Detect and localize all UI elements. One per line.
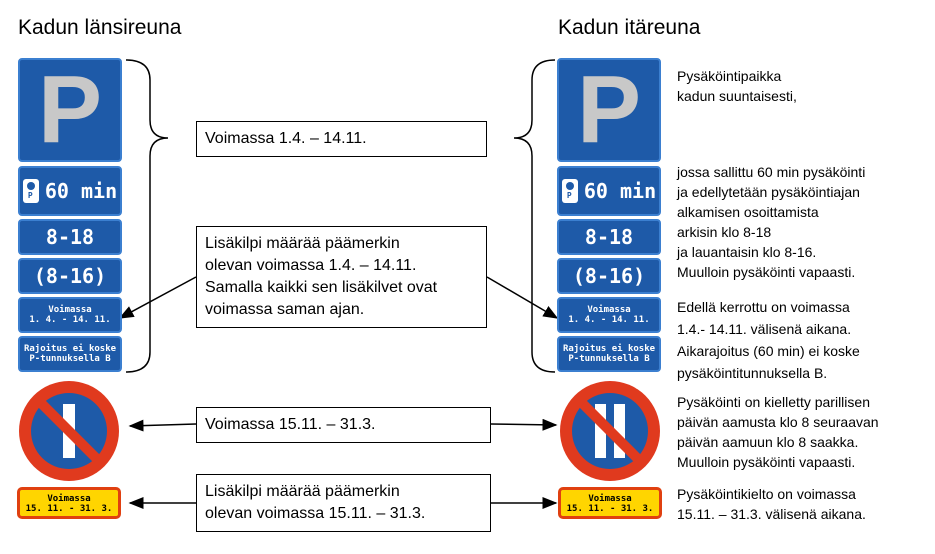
winter-validity-arrow-east (491, 424, 556, 425)
winter-note-line: Lisäkilpi määrää päämerkin (205, 483, 400, 500)
east-bracket (514, 60, 555, 372)
description-disc (677, 162, 927, 282)
description-validity (677, 296, 927, 384)
description-line: päivän aamusta klo 8 seuraavan (677, 414, 879, 430)
summer-note-arrow-east (487, 277, 557, 318)
winter-plate-title: Voimassa (47, 494, 91, 504)
description-line: Edellä kerrottu on voimassa (677, 299, 850, 315)
description-line: ja edellytetään pysäköintiajan (677, 184, 860, 200)
exemption-line-1: Rajoitus ei koske (562, 344, 656, 354)
description-line: Muulloin pysäköinti vapaasti. (677, 454, 856, 470)
summer-validity-plate (557, 297, 661, 333)
summer-plate-title: Voimassa (587, 305, 631, 315)
summer-note-line: Lisäkilpi määrää päämerkin (205, 235, 400, 252)
winter-validity-plate-east (558, 487, 662, 519)
description-line: Pysäköintikielto on voimassa (677, 486, 856, 502)
parking-sign (18, 58, 122, 162)
east-sign-stack (557, 58, 661, 374)
winter-validity-box (196, 407, 491, 443)
summer-note-arrow-west (120, 277, 196, 318)
description-line: alkamisen osoittamista (677, 204, 819, 220)
disc-plate (557, 166, 661, 216)
description-line: 15.11. – 31.3. välisenä aikana. (677, 506, 866, 522)
disc-time-label: 60 min (44, 179, 118, 203)
winter-validity-arrow-west (130, 424, 196, 426)
exemption-line-2: P-tunnuksella B (568, 354, 650, 364)
exemption-line-2: P-tunnuksella B (29, 354, 111, 364)
winter-note-line: olevan voimassa 15.11. – 31.3. (205, 505, 426, 522)
description-parking (677, 66, 927, 106)
summer-plate-title: Voimassa (48, 305, 92, 315)
description-line: ja lauantaisin klo 8-16. (677, 244, 817, 260)
exemption-plate (18, 336, 122, 372)
description-line: Pysäköintipaikka (677, 68, 782, 84)
p-letter: P (38, 56, 103, 163)
east-side-heading: Kadun itäreuna (558, 16, 701, 39)
parking-disc-icon: P (23, 179, 39, 203)
summer-plate-dates: 1. 4. - 14. 11. (568, 315, 650, 325)
saturday-hours-label: (8-16) (572, 264, 646, 288)
summer-validity-text: Voimassa 1.4. – 14.11. (205, 130, 367, 147)
description-winter (677, 484, 927, 524)
p-letter: P (577, 56, 642, 163)
description-line: päivän aamuun klo 8 saakka. (677, 434, 859, 450)
description-alternate (677, 392, 927, 472)
exemption-plate (557, 336, 661, 372)
summer-validity-plate (18, 297, 122, 333)
winter-plate-dates: 15. 11. - 31. 3. (566, 504, 654, 514)
summer-note-line: Samalla kaikki sen lisäkilvet ovat (205, 279, 438, 296)
weekday-hours-label: 8-18 (584, 225, 634, 249)
description-line: 1.4.- 14.11. välisenä aikana. (677, 321, 852, 337)
saturday-hours-label: (8-16) (33, 264, 107, 288)
weekday-hours-plate (18, 219, 122, 255)
parking-sign (557, 58, 661, 162)
winter-plate-title: Voimassa (588, 494, 632, 504)
description-line: kadun suuntaisesti, (677, 88, 797, 104)
west-sign-stack (18, 58, 122, 374)
no-parking-odd-sign (16, 378, 122, 484)
summer-note-box (196, 226, 487, 328)
description-line: jossa sallittu 60 min pysäköinti (677, 164, 866, 180)
weekday-hours-label: 8-18 (45, 225, 95, 249)
weekday-hours-plate (557, 219, 661, 255)
west-side-heading: Kadun länsireuna (18, 16, 182, 39)
west-bracket (126, 60, 168, 372)
winter-validity-plate-west (17, 487, 121, 519)
summer-note-line: voimassa saman ajan. (205, 301, 365, 318)
description-line: Pysäköinti on kielletty parillisen (677, 394, 870, 410)
description-line: arkisin klo 8-18 (677, 224, 772, 240)
description-line: Aikarajoitus (60 min) ei koske (677, 343, 860, 359)
winter-plate-dates: 15. 11. - 31. 3. (25, 504, 113, 514)
summer-plate-dates: 1. 4. - 14. 11. (29, 315, 111, 325)
no-parking-even-sign (557, 378, 663, 484)
description-line: pysäköintitunnuksella B. (677, 365, 828, 381)
disc-plate (18, 166, 122, 216)
exemption-line-1: Rajoitus ei koske (23, 344, 117, 354)
parking-disc-icon: P (562, 179, 578, 203)
disc-time-label: 60 min (583, 179, 657, 203)
winter-note-box (196, 474, 491, 532)
saturday-hours-plate (557, 258, 661, 294)
summer-validity-box (196, 121, 487, 157)
saturday-hours-plate (18, 258, 122, 294)
description-line: Muulloin pysäköinti vapaasti. (677, 264, 856, 280)
summer-note-line: olevan voimassa 1.4. – 14.11. (205, 257, 417, 274)
winter-validity-text: Voimassa 15.11. – 31.3. (205, 416, 376, 433)
